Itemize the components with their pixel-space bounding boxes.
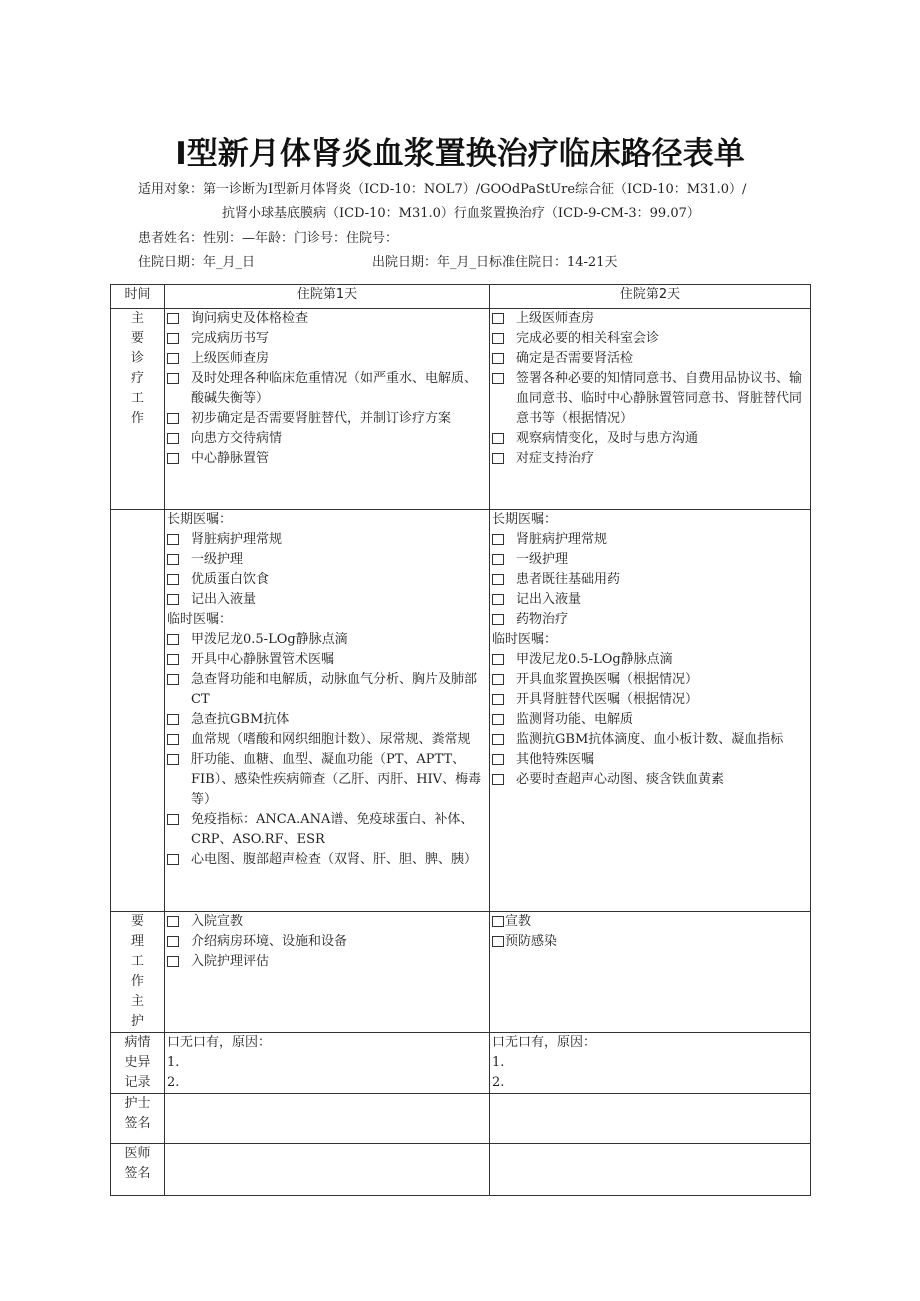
checklist-item[interactable]: 急查肾功能和电解质，动脉血气分析、胸片及肺部CT (167, 670, 487, 710)
checklist-item[interactable]: 心电图、腹部超声检查（双肾、肝、胆、脾、胰） (167, 850, 487, 870)
checklist-item[interactable]: 优质蛋白饮食 (167, 570, 487, 590)
checkbox-icon[interactable] (492, 313, 504, 324)
checklist-item[interactable]: 必要时查超声心动图、痰含铁血黄素 (492, 770, 808, 790)
checkbox-icon[interactable] (492, 594, 504, 605)
checklist-item[interactable]: 肝功能、血糖、血型、凝血功能（PT、APTT、FIB）、感染性疾病筛查（乙肝、丙肝、HIV、梅毒等） (167, 750, 487, 810)
diagnosis-day1 (165, 309, 490, 510)
checkbox-icon[interactable] (492, 774, 504, 785)
checkbox-icon[interactable] (492, 714, 504, 725)
discharge-date: 出院日期：年_月_日标准住院日：14-21天 (372, 255, 618, 270)
checklist-item[interactable]: 血常规（嗜酸和网织细胞计数）、尿常规、粪常规 (167, 730, 487, 750)
checklist-item[interactable]: 患者既往基础用药 (492, 570, 808, 590)
checkbox-icon[interactable] (492, 734, 504, 745)
checklist-item[interactable]: 询问病史及体格检查 (167, 309, 487, 329)
clinical-pathway-table (110, 284, 811, 1196)
doctor-sign-day1[interactable] (165, 1144, 490, 1196)
checkbox-icon[interactable] (167, 574, 179, 585)
checklist-item[interactable]: 急查抗GBM抗体 (167, 710, 487, 730)
checkbox-icon[interactable] (167, 674, 179, 685)
admit-date: 住院日期：年_月_日 (138, 255, 256, 270)
checkbox-icon[interactable] (492, 614, 504, 625)
checklist-item[interactable]: 入院宣教 (167, 912, 487, 932)
diagnosis-day2 (490, 309, 811, 510)
day2-header: 住院第2天 (490, 285, 811, 309)
checklist-item[interactable]: 开具中心静脉置管术医嘱 (167, 650, 487, 670)
checklist-item[interactable]: 观察病情变化，及时与患方沟通 (492, 429, 808, 449)
checkbox-icon[interactable] (167, 654, 179, 665)
patient-info-line: 患者姓名：性别：—年龄：门诊号：住院号： (138, 231, 399, 246)
orders-day2 (490, 510, 811, 912)
long-term-orders-title: 长期医嘱： (492, 512, 558, 527)
checkbox-icon[interactable] (492, 694, 504, 705)
checklist-item[interactable]: 监测肾功能、电解质 (492, 710, 808, 730)
checklist-item[interactable]: 开具血浆置换医嘱（根据情况） (492, 670, 808, 690)
checklist-item[interactable]: 向患方交待病情 (167, 429, 487, 449)
checkbox-icon[interactable] (167, 754, 179, 765)
checklist-item[interactable]: 签署各种必要的知情同意书、自费用品协议书、输血同意书、临时中心静脉置管同意书、肾脏替代同意书等（根据情况） (492, 369, 808, 429)
checkbox-icon[interactable] (492, 554, 504, 565)
checkbox-icon[interactable] (167, 554, 179, 565)
checkbox-icon[interactable] (167, 353, 179, 364)
nurse-sign-day2[interactable] (490, 1094, 811, 1144)
checklist-item[interactable]: 其他特殊医嘱 (492, 750, 808, 770)
checklist-item[interactable]: 完成病历书写 (167, 329, 487, 349)
variance-line-1[interactable]: 1. (167, 1055, 180, 1070)
doctor-sign-day2[interactable] (490, 1144, 811, 1196)
checklist-item[interactable]: 监测抗GBM抗体滴度、血小板计数、凝血指标 (492, 730, 808, 750)
nurse-sign-day1[interactable] (165, 1094, 490, 1144)
nursing-day2 (490, 912, 811, 1033)
checklist-item[interactable]: 初步确定是否需要肾脏替代，并制订诊疗方案 (167, 409, 487, 429)
time-header: 时间 (111, 285, 165, 309)
scope-line-1: 适用对象：第一诊断为I型新月体肾炎（ICD-10：NOL7）/GOOdPaStUre综合征（ICD-10：M31.0）/ (138, 182, 747, 197)
checkbox-icon[interactable] (167, 373, 179, 384)
checkbox-icon[interactable] (167, 814, 179, 825)
variance-label: 病情史异记录 (111, 1033, 165, 1094)
page-title: I型新月体肾炎血浆置换治疗临床路径表单 (175, 136, 745, 172)
variance-day1 (165, 1033, 490, 1094)
checklist-item[interactable]: 肾脏病护理常规 (167, 530, 487, 550)
day1-header: 住院第1天 (165, 285, 490, 309)
checklist-item[interactable]: 介绍病房环境、设施和设备 (167, 932, 487, 952)
checklist-item[interactable]: 一级护理 (492, 550, 808, 570)
nursing-day1 (165, 912, 490, 1033)
checkbox-icon[interactable] (167, 594, 179, 605)
checkbox-icon[interactable] (492, 654, 504, 665)
variance-day2 (490, 1033, 811, 1094)
orders-label (111, 510, 165, 912)
checklist-item[interactable]: 一级护理 (167, 550, 487, 570)
variance-row (111, 1033, 811, 1094)
checklist-item[interactable]: 对症支持治疗 (492, 449, 808, 469)
checkbox-icon[interactable] (167, 313, 179, 324)
orders-day1 (165, 510, 490, 912)
checkbox-icon[interactable] (167, 634, 179, 645)
checkbox-icon[interactable] (167, 916, 179, 927)
variance-line-1[interactable]: 1. (492, 1055, 505, 1070)
header-row (111, 285, 811, 309)
nursing-label: 要理工作主护 (111, 912, 165, 1033)
checkbox-icon[interactable] (492, 433, 504, 444)
checklist-item[interactable]: 预防感染 (492, 932, 808, 952)
checkbox-icon[interactable] (492, 754, 504, 765)
checkbox-icon[interactable] (167, 534, 179, 545)
diagnosis-row (111, 309, 811, 510)
checkbox-icon[interactable] (492, 574, 504, 585)
nursing-row (111, 912, 811, 1033)
checkbox-icon[interactable] (492, 373, 504, 384)
checklist-item[interactable]: 药物治疗 (492, 610, 808, 630)
checklist-item[interactable]: 开具肾脏替代医嘱（根据情况） (492, 690, 808, 710)
orders-row (111, 510, 811, 912)
checklist-item[interactable]: 记出入液量 (167, 590, 487, 610)
checklist-item[interactable]: 甲泼尼龙0.5-LOg静脉点滴 (167, 630, 487, 650)
checklist-item[interactable]: 记出入液量 (492, 590, 808, 610)
nurse-sign-row (111, 1094, 811, 1144)
variance-line-2[interactable]: 2. (492, 1075, 505, 1090)
doctor-sign-label: 医师签名 (111, 1144, 165, 1196)
variance-line-2[interactable]: 2. (167, 1075, 180, 1090)
nurse-sign-label: 护士签名 (111, 1094, 165, 1144)
checklist-item[interactable]: 免疫指标：ANCA.ANA谱、免疫球蛋白、补体、CRP、ASO.RF、ESR (167, 810, 487, 850)
checkbox-icon[interactable] (492, 453, 504, 464)
checkbox-icon[interactable] (492, 534, 504, 545)
checkbox-icon[interactable] (167, 734, 179, 745)
checklist-item[interactable]: 及时处理各种临床危重情况（如严重水、电解质、酸碱失衡等） (167, 369, 487, 409)
long-term-orders-title: 长期医嘱： (167, 512, 233, 527)
checkbox-icon[interactable] (167, 956, 179, 967)
temporary-orders-title: 临时医嘱： (167, 612, 233, 627)
checkbox-icon[interactable] (167, 433, 179, 444)
diagnosis-label: 主要诊疗工作 (111, 309, 165, 510)
checklist-item[interactable]: 肾脏病护理常规 (492, 530, 808, 550)
checklist-item[interactable]: 确定是否需要肾活检 (492, 349, 808, 369)
checkbox-icon[interactable] (492, 936, 504, 947)
checklist-item[interactable]: 甲泼尼龙0.5-LOg静脉点滴 (492, 650, 808, 670)
checkbox-icon[interactable] (492, 674, 504, 685)
variance-status[interactable]: 口无口有，原因： (492, 1035, 597, 1050)
checklist-item[interactable]: 上级医师查房 (167, 349, 487, 369)
checkbox-icon[interactable] (492, 353, 504, 364)
checklist-item[interactable]: 中心静脉置管 (167, 449, 487, 469)
checklist-item[interactable]: 入院护理评估 (167, 952, 487, 972)
checkbox-icon[interactable] (167, 453, 179, 464)
checkbox-icon[interactable] (167, 714, 179, 725)
checkbox-icon[interactable] (492, 916, 504, 927)
scope-line-2: 抗肾小球基底膜病（ICD-10：M31.0）行血浆置换治疗（ICD-9-CM-3：99.07） (222, 206, 700, 221)
checkbox-icon[interactable] (167, 936, 179, 947)
checklist-item[interactable]: 上级医师查房 (492, 309, 808, 329)
checkbox-icon[interactable] (167, 413, 179, 424)
doctor-sign-row (111, 1144, 811, 1196)
checkbox-icon[interactable] (492, 333, 504, 344)
checklist-item[interactable]: 宣教 (492, 912, 808, 932)
checkbox-icon[interactable] (167, 333, 179, 344)
variance-status[interactable]: 口无口有，原因： (167, 1035, 272, 1050)
checklist-item[interactable]: 完成必要的相关科室会诊 (492, 329, 808, 349)
temporary-orders-title: 临时医嘱： (492, 632, 558, 647)
checkbox-icon[interactable] (167, 854, 179, 865)
